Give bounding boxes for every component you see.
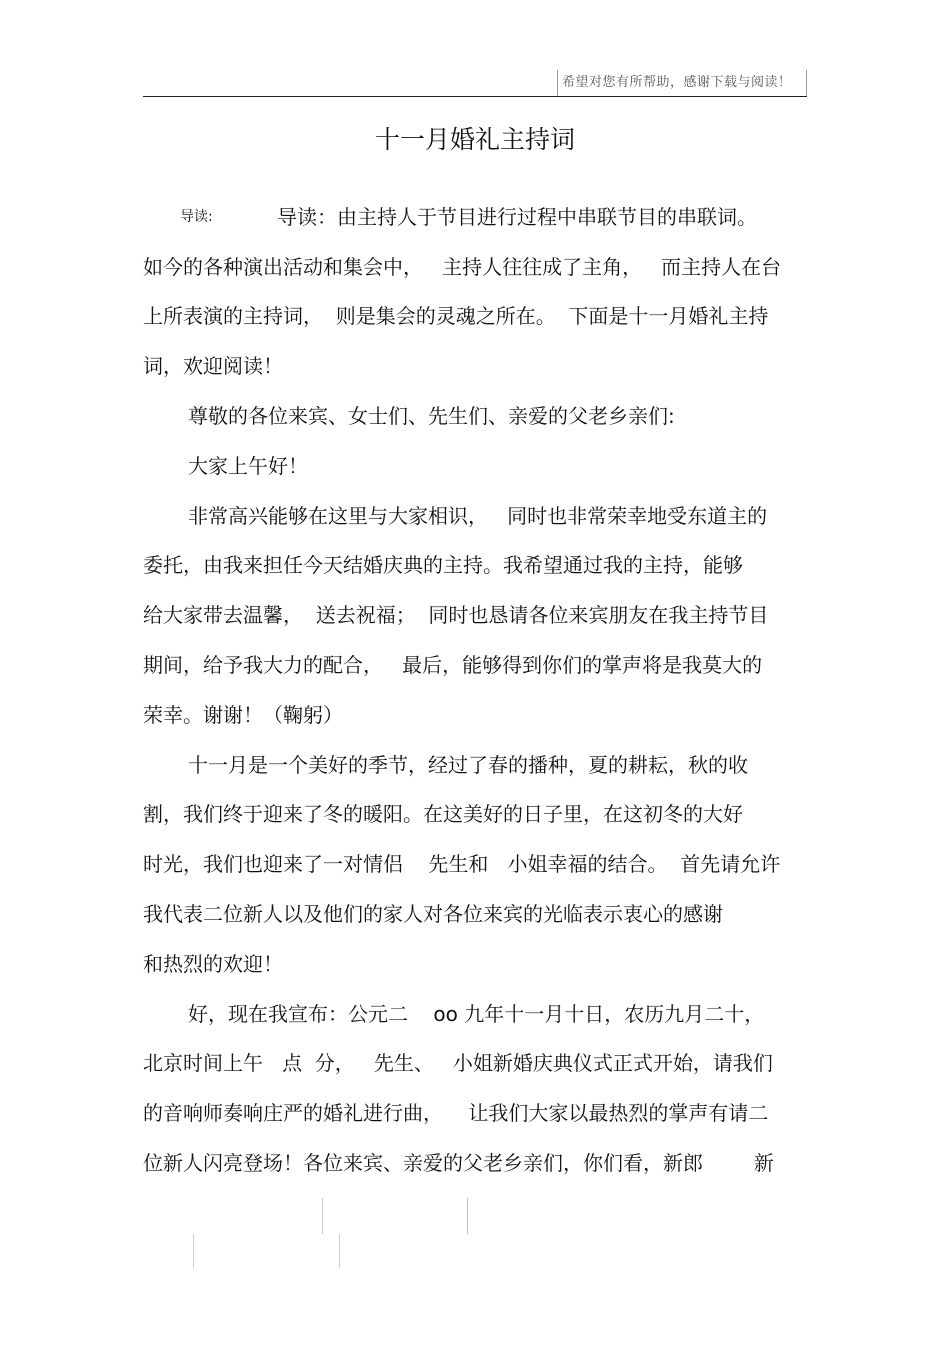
body-line: 上所表演的主持词， 则是集会的灵魂之所在。 下面是十一月婚礼主持 xyxy=(143,304,769,328)
scan-artifact-line xyxy=(467,1198,468,1234)
body-line: 时光，我们也迎来了一对情侣 先生和 小姐幸福的结合。 首先请允许 xyxy=(143,852,781,876)
body-line: 割，我们终于迎来了冬的暖阳。在这美好的日子里，在这初冬的大好 xyxy=(143,802,743,826)
body-line: 大家上午好！ xyxy=(188,454,308,478)
body-line: 导读：由主持人于节目进行过程中串联节目的串联词。 xyxy=(277,205,757,229)
body-line: 我代表二位新人以及他们的家人对各位来宾的光临表示衷心的感谢 xyxy=(143,902,723,926)
body-line: 如今的各种演出活动和集会中， 主持人往往成了主角， 而主持人在台 xyxy=(143,255,782,279)
body-line: 委托，由我来担任今天结婚庆典的主持。我希望通过我的主持，能够 xyxy=(143,553,743,577)
body-line: 和热烈的欢迎！ xyxy=(143,952,283,976)
body-line: 期间，给予我大力的配合， 最后，能够得到你们的掌声将是我莫大的 xyxy=(143,653,763,677)
scan-artifact-line xyxy=(339,1234,340,1268)
body-line: 给大家带去温馨， 送去祝福； 同时也恳请各位来宾朋友在我主持节目 xyxy=(143,603,769,627)
body-line: 词，欢迎阅读！ xyxy=(143,354,283,378)
scan-artifact-line xyxy=(322,1198,323,1234)
body-line: 非常高兴能够在这里与大家相识， 同时也非常荣幸地受东道主的 xyxy=(188,504,768,528)
body-line: 好，现在我宣布：公元二 oo 九年十一月十日，农历九月二十， xyxy=(188,1002,765,1026)
body-line: 十一月是一个美好的季节，经过了春的播种，夏的耕耘，秋的收 xyxy=(188,753,748,777)
header-divider xyxy=(143,96,807,97)
header-note: 希望对您有所帮助，感谢下载与阅读！ xyxy=(557,70,807,96)
body-line: 尊敬的各位来宾、女士们、先生们、亲爱的父老乡亲们: xyxy=(188,404,675,428)
body-line: 荣幸。谢谢！（鞠躬） xyxy=(143,703,343,727)
body-line: 北京时间上午 点 分， 先生、 小姐新婚庆典仪式正式开始，请我们 xyxy=(143,1051,773,1075)
body-line: 位新人闪亮登场！各位来宾、亲爱的父老乡亲们，你们看，新郎 新 xyxy=(143,1151,774,1175)
scan-artifact-line xyxy=(193,1234,194,1268)
document-title: 十一月婚礼主持词 xyxy=(374,125,575,154)
intro-label: 导读: xyxy=(180,209,213,225)
body-line: 的音响师奏响庄严的婚礼进行曲， 让我们大家以最热烈的掌声有请二 xyxy=(143,1101,769,1125)
